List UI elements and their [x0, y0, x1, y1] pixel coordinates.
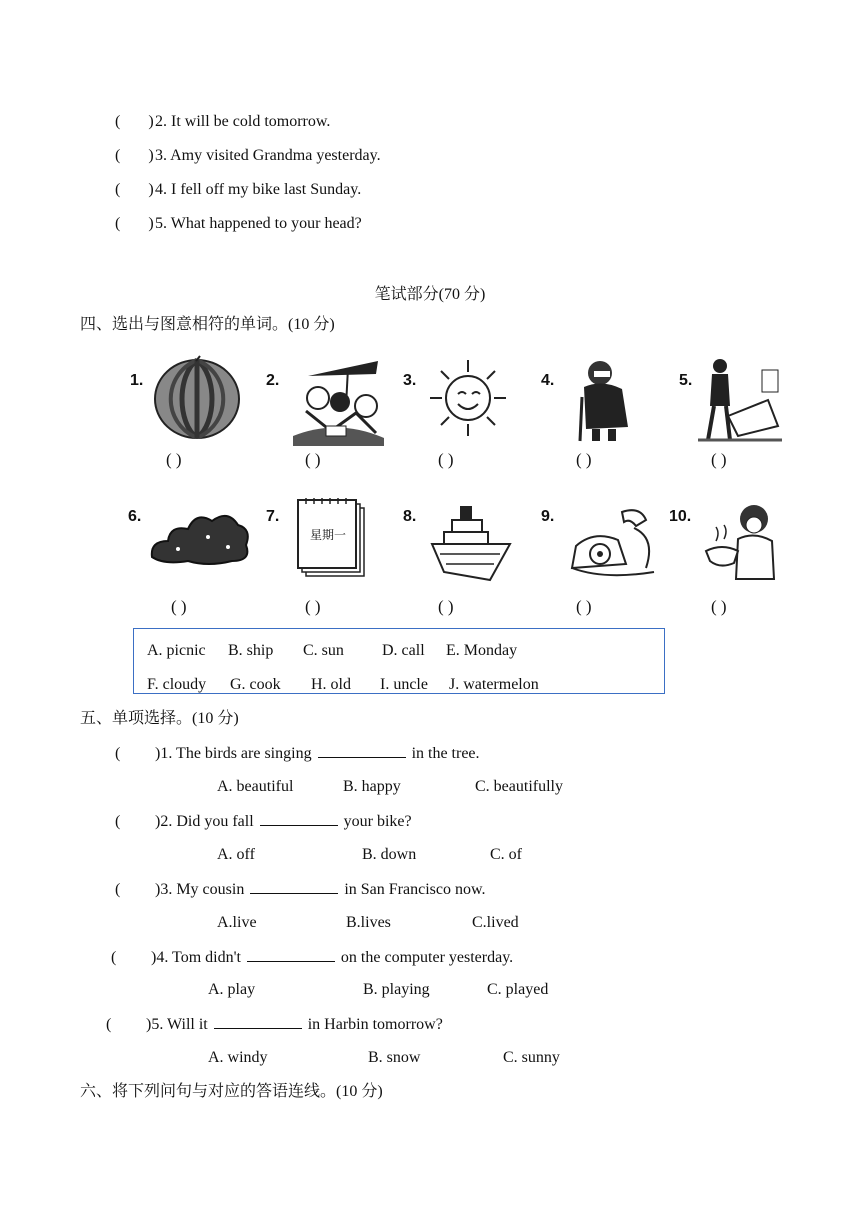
- answer-paren[interactable]: ( ): [115, 113, 154, 130]
- picture-number: 10.: [669, 508, 692, 525]
- question-text: in Harbin tomorrow?: [307, 1016, 443, 1033]
- answer-paren[interactable]: ( ): [115, 147, 154, 164]
- option: A. play: [208, 981, 256, 998]
- option: A. windy: [208, 1049, 268, 1066]
- word-option: G. cook: [230, 676, 281, 693]
- picture-number: 7.: [266, 508, 280, 525]
- listening-item-3: [115, 146, 381, 166]
- option: A. off: [217, 846, 255, 863]
- answer-blank[interactable]: [214, 1014, 302, 1029]
- word-option: A. picnic: [147, 642, 206, 659]
- answer-blank[interactable]: [247, 947, 335, 962]
- listening-text: 2. It will be cold tomorrow.: [155, 113, 331, 130]
- telephone-icon: [564, 508, 660, 580]
- word-option: I. uncle: [380, 676, 428, 693]
- word-bank-box: [133, 628, 665, 694]
- question-text: )1. The birds are singing: [155, 745, 312, 762]
- watermelon-icon: [152, 355, 242, 439]
- word-option: E. Monday: [446, 642, 518, 659]
- answer-paren[interactable]: (: [111, 949, 117, 966]
- answer-paren[interactable]: ( ): [711, 597, 727, 616]
- mc-question-4: [111, 947, 513, 968]
- word-option: J. watermelon: [449, 676, 539, 693]
- answer-paren[interactable]: (: [115, 745, 121, 762]
- cloud-icon: [148, 503, 252, 567]
- option: B. down: [362, 846, 417, 863]
- picnic-icon: [288, 356, 388, 448]
- picture-number: 1.: [130, 372, 144, 389]
- mc-question-1: [115, 743, 480, 764]
- answer-paren[interactable]: ( ): [305, 450, 321, 469]
- word-option: D. call: [382, 642, 425, 659]
- question-text: )4. Tom didn't: [151, 949, 241, 966]
- listening-text: 4. I fell off my bike last Sunday.: [155, 181, 362, 198]
- picture-number: 3.: [403, 372, 417, 389]
- answer-paren[interactable]: ( ): [576, 597, 592, 616]
- answer-paren[interactable]: ( ): [115, 181, 154, 198]
- option: A.live: [217, 914, 257, 931]
- uncle-icon: [698, 356, 782, 442]
- old-man-icon: [572, 357, 638, 443]
- question-text: on the computer yesterday.: [340, 949, 514, 966]
- option: B.lives: [346, 914, 391, 931]
- section4-title: 四、选出与图意相符的单词。(10 分): [80, 316, 335, 333]
- listening-item-5: [115, 214, 362, 234]
- cook-icon: [702, 503, 786, 581]
- picture-number: 9.: [541, 508, 555, 525]
- option: C. of: [490, 846, 522, 863]
- calendar-text: 星期一: [309, 528, 346, 542]
- answer-paren[interactable]: ( ): [166, 450, 182, 469]
- word-option: H. old: [311, 676, 351, 693]
- question-text: )2. Did you fall: [155, 813, 254, 830]
- option: C.lived: [472, 914, 519, 931]
- answer-paren[interactable]: (: [115, 881, 121, 898]
- picture-number: 2.: [266, 372, 280, 389]
- question-text: )5. Will it: [146, 1016, 208, 1033]
- word-option: C. sun: [303, 642, 344, 659]
- listening-text: 3. Amy visited Grandma yesterday.: [155, 147, 381, 164]
- option: C. played: [487, 981, 549, 998]
- picture-number: 5.: [679, 372, 693, 389]
- picture-number: 8.: [403, 508, 417, 525]
- section6-title: 六、将下列问句与对应的答语连线。(10 分): [80, 1083, 383, 1100]
- option: A. beautiful: [217, 778, 294, 795]
- written-part-title: 笔试部分(70 分): [374, 286, 486, 303]
- question-text: in San Francisco now.: [344, 881, 486, 898]
- listening-text: 5. What happened to your head?: [155, 215, 362, 232]
- sun-icon: [428, 358, 508, 438]
- answer-blank[interactable]: [250, 879, 338, 894]
- answer-paren[interactable]: ( ): [438, 450, 454, 469]
- section5-title: 五、单项选择。(10 分): [80, 710, 239, 727]
- word-option: B. ship: [228, 642, 274, 659]
- picture-number: 6.: [128, 508, 142, 525]
- answer-paren[interactable]: ( ): [171, 597, 187, 616]
- option: C. sunny: [503, 1049, 560, 1066]
- picture-number: 4.: [541, 372, 555, 389]
- option: B. playing: [363, 981, 430, 998]
- question-text: in the tree.: [411, 745, 480, 762]
- answer-paren[interactable]: ( ): [305, 597, 321, 616]
- ship-icon: [430, 502, 512, 584]
- option: B. snow: [368, 1049, 421, 1066]
- answer-paren[interactable]: ( ): [576, 450, 592, 469]
- question-text: )3. My cousin: [155, 881, 245, 898]
- mc-question-2: [115, 811, 412, 832]
- listening-item-2: [115, 112, 330, 132]
- calendar-icon: [296, 498, 368, 578]
- option: C. beautifully: [475, 778, 563, 795]
- answer-blank[interactable]: [318, 743, 406, 758]
- question-text: your bike?: [343, 813, 412, 830]
- mc-question-3: [115, 879, 486, 900]
- answer-paren[interactable]: ( ): [711, 450, 727, 469]
- answer-paren[interactable]: ( ): [438, 597, 454, 616]
- answer-paren[interactable]: ( ): [115, 215, 154, 232]
- option: B. happy: [343, 778, 401, 795]
- mc-question-5: [106, 1014, 443, 1035]
- answer-paren[interactable]: (: [115, 813, 121, 830]
- listening-item-4: [115, 180, 361, 200]
- answer-paren[interactable]: (: [106, 1016, 112, 1033]
- answer-blank[interactable]: [260, 811, 338, 826]
- word-option: F. cloudy: [147, 676, 207, 693]
